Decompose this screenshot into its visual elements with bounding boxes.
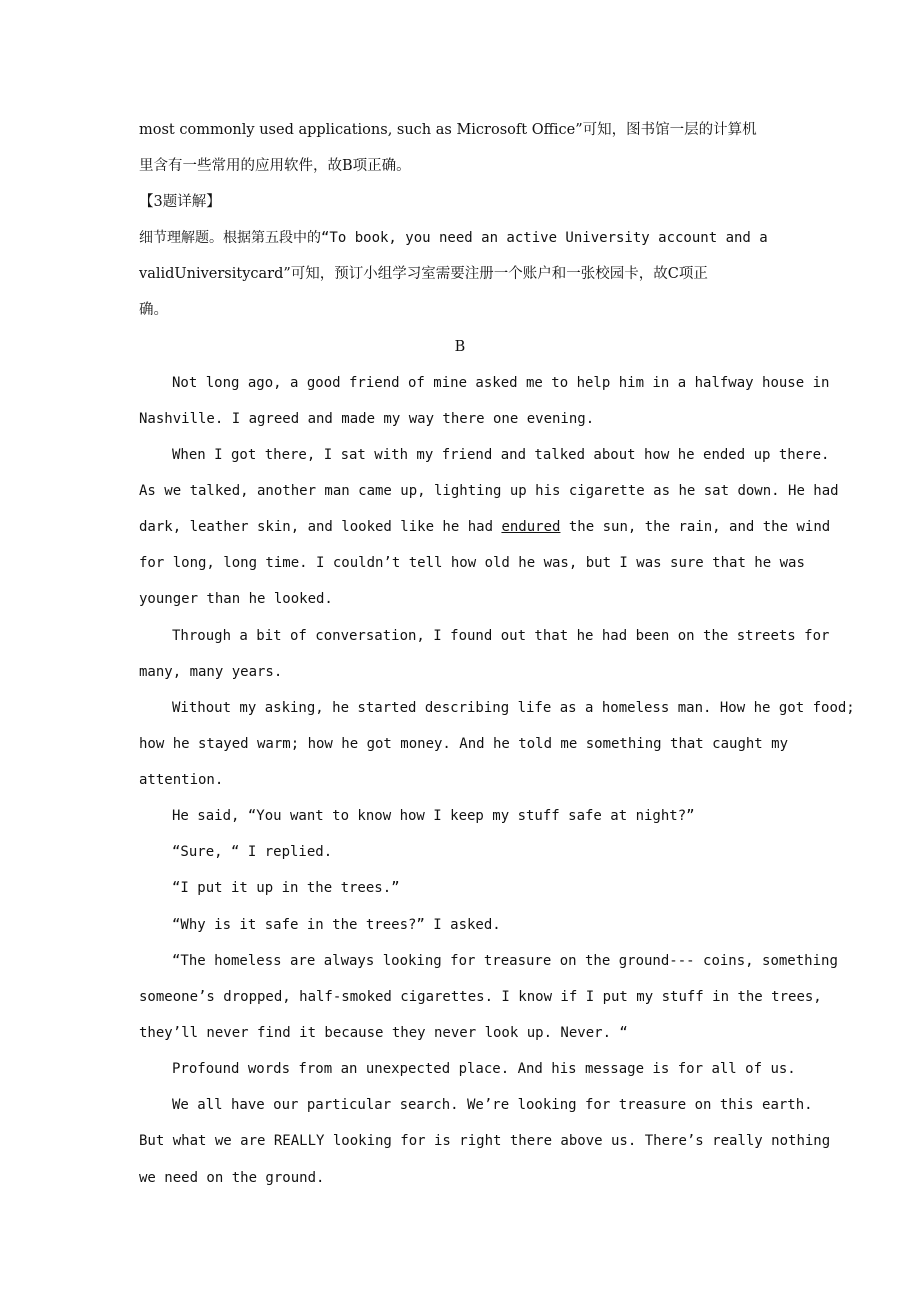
q2-explanation-line-2: 里含有一些常用的应用软件，故B项正确。	[139, 158, 411, 174]
q3-heading: 【3题详解】	[139, 194, 221, 210]
paragraph-10: Profound words from an unexpected place. And his message is for all of us.	[172, 1061, 796, 1077]
q3-explanation-line-1: 细节理解题。根据第五段中的“To book, you need an active University account and a	[139, 230, 768, 246]
paragraph-4-line-1: Without my asking, he started describing life as a homeless man. How he got food;	[172, 700, 855, 716]
paragraph-6: “Sure, “ I replied.	[172, 844, 333, 860]
paragraph-2-line-4: for long, long time. I couldn’t tell how old he was, but I was sure that he was	[139, 555, 805, 571]
paragraph-2-line-1: When I got there, I sat with my friend and talked about how he ended up there.	[172, 447, 830, 463]
paragraph-2-line-5: younger than he looked.	[139, 591, 333, 607]
paragraph-1-line-1: Not long ago, a good friend of mine asked me to help him in a halfway house in	[172, 375, 830, 391]
paragraph-7: “I put it up in the trees.”	[172, 880, 400, 896]
paragraph-9-line-2: someone’s dropped, half-smoked cigarettes. I know if I put my stuff in the trees,	[139, 989, 822, 1005]
paragraph-8: “Why is it safe in the trees?” I asked.	[172, 917, 501, 933]
underlined-word-endured: endured	[501, 519, 561, 535]
q3-explanation-line-2: validUniversitycard”可知，预订小组学习室需要注册一个账户和一张校园卡，故C项正	[139, 266, 708, 282]
paragraph-2-line-3-start: dark, leather skin, and looked like he had	[139, 519, 502, 535]
paragraph-4-line-3: attention.	[139, 772, 224, 788]
paragraph-11-line-1: We all have our particular search. We’re looking for treasure on this earth.	[172, 1097, 813, 1113]
q2-explanation-line-1: most commonly used applications, such as Microsoft Office”可知，图书馆一层的计算机	[139, 122, 757, 138]
paragraph-11-line-3: we need on the ground.	[139, 1170, 325, 1186]
paragraph-3-line-2: many, many years.	[139, 664, 283, 680]
paragraph-2-line-2: As we talked, another man came up, lighting up his cigarette as he sat down. He had	[139, 483, 839, 499]
paragraph-5: He said, “You want to know how I keep my stuff safe at night?”	[172, 808, 695, 824]
paragraph-11-line-2: But what we are REALLY looking for is right there above us. There’s really nothing	[139, 1133, 831, 1149]
section-title: B	[454, 339, 466, 355]
paragraph-2-line-3-end: the sun, the rain, and the wind	[560, 519, 831, 535]
paragraph-9-line-3: they’ll never find it because they never look up. Never. “	[139, 1025, 628, 1041]
paragraph-3-line-1: Through a bit of conversation, I found out that he had been on the streets for	[172, 628, 830, 644]
paragraph-9-line-1: “The homeless are always looking for treasure on the ground--- coins, something	[172, 953, 838, 969]
paragraph-4-line-2: how he stayed warm; how he got money. And he told me something that caught my	[139, 736, 789, 752]
paragraph-1-line-2: Nashville. I agreed and made my way there one evening.	[139, 411, 595, 427]
paragraph-2-line-3	[139, 517, 831, 537]
q3-explanation-line-3: 确。	[139, 302, 168, 318]
